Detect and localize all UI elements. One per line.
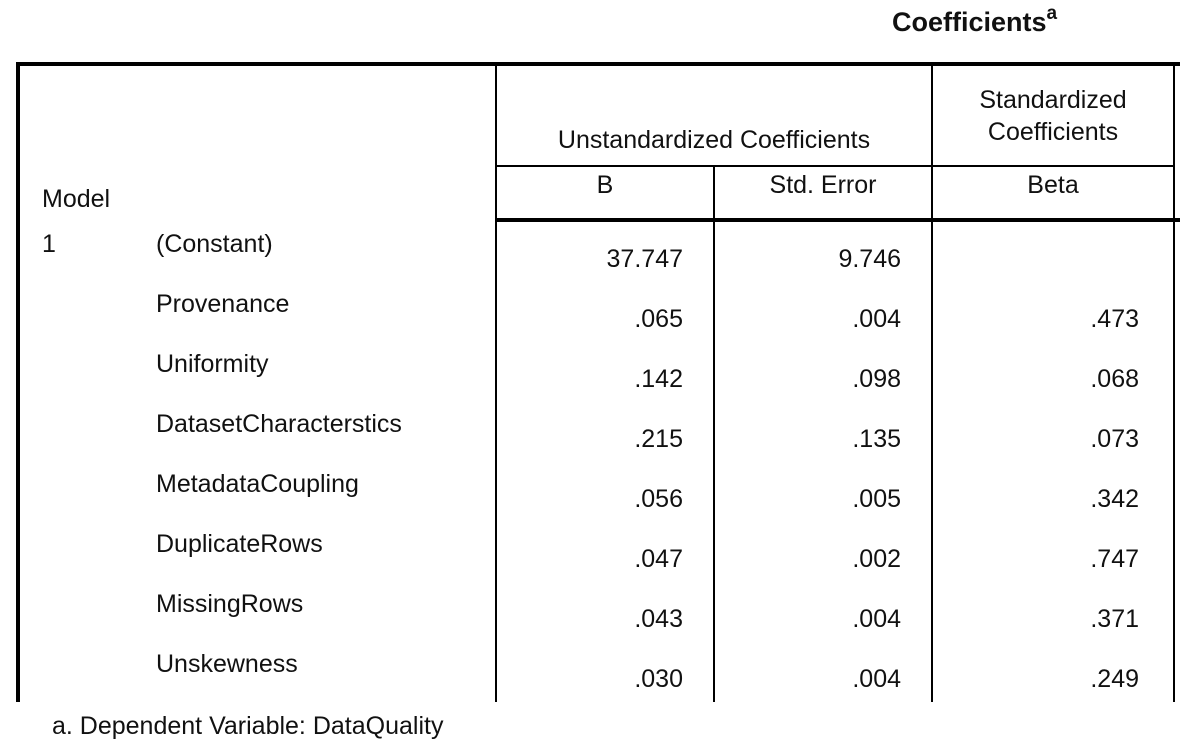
std-error-value-cell: .005: [714, 460, 932, 520]
standardized-header-line1: Standardized: [979, 85, 1127, 114]
header-blank-bottom: [1174, 166, 1180, 220]
model-header: [18, 64, 496, 220]
variable-name-cell: DatasetCharacterstics: [156, 400, 496, 460]
table-title-footnote-marker: a: [1046, 3, 1058, 24]
b-value-cell: .065: [496, 280, 714, 340]
coefficients-table-container: [16, 62, 1180, 702]
b-value-cell: .215: [496, 400, 714, 460]
beta-value-cell: [932, 700, 1174, 702]
variable-name-cell: Unskewness: [156, 640, 496, 700]
model-header-label: Model: [42, 185, 111, 213]
std-error-value-cell: [714, 700, 932, 702]
model-number-cell: [18, 400, 156, 460]
row-blank-cell: [1174, 580, 1180, 640]
unstandardized-header-label: Unstandardized Coefficients: [557, 126, 871, 154]
row-blank-cell: [1174, 400, 1180, 460]
table-title: [892, 2, 1057, 42]
beta-value-cell: .068: [932, 340, 1174, 400]
table-row: [18, 700, 1180, 702]
b-value-cell: .030: [496, 640, 714, 700]
beta-value-cell: .747: [932, 520, 1174, 580]
row-blank-cell: [1174, 340, 1180, 400]
std-error-value-cell: 9.746: [714, 220, 932, 280]
model-number-cell: [18, 460, 156, 520]
b-value-cell: .056: [496, 460, 714, 520]
std-error-value-cell: .098: [714, 340, 932, 400]
variable-name-cell: Provenance: [156, 280, 496, 340]
table-row: [18, 460, 1180, 520]
std-error-value-cell: .004: [714, 280, 932, 340]
beta-value-cell: .342: [932, 460, 1174, 520]
row-blank-cell: [1174, 280, 1180, 340]
row-blank-cell: [1174, 640, 1180, 700]
b-value-cell: .047: [496, 520, 714, 580]
std-error-value-cell: .004: [714, 580, 932, 640]
std-error-value-cell: .135: [714, 400, 932, 460]
table-row: [18, 400, 1180, 460]
table-row: [18, 580, 1180, 640]
b-value-cell: .142: [496, 340, 714, 400]
col-std-error-header: Std. Error: [714, 166, 932, 220]
variable-name-cell: MetadataCoupling: [156, 460, 496, 520]
variable-name-cell: DuplicateRows: [156, 520, 496, 580]
beta-value-cell: .073: [932, 400, 1174, 460]
variable-name-cell: MissingRows: [156, 580, 496, 640]
beta-value-cell: [932, 220, 1174, 280]
row-blank-cell: [1174, 520, 1180, 580]
header-blank-top: [1174, 64, 1180, 166]
table-row: [18, 520, 1180, 580]
col-beta-header: Beta: [932, 166, 1174, 220]
model-number-cell: [18, 280, 156, 340]
variable-name-cell: [156, 700, 496, 702]
header-row-top: [18, 64, 1180, 166]
table-row: [18, 340, 1180, 400]
row-blank-cell: [1174, 460, 1180, 520]
variable-name-cell: (Constant): [156, 220, 496, 280]
col-b-header: B: [496, 166, 714, 220]
variable-name-cell: Uniformity: [156, 340, 496, 400]
table-row: [18, 280, 1180, 340]
row-blank-cell: [1174, 700, 1180, 702]
footnote: a. Dependent Variable: DataQuality: [52, 712, 444, 740]
standardized-header-line2: Coefficients: [987, 117, 1119, 146]
b-value-cell: .043: [496, 580, 714, 640]
table-title-text: Coefficients: [892, 7, 1047, 37]
b-value-cell: 37.747: [496, 220, 714, 280]
coefficients-table: [16, 62, 1180, 702]
beta-value-cell: .371: [932, 580, 1174, 640]
b-value-cell: [496, 700, 714, 702]
model-number-cell: 1: [18, 220, 156, 280]
unstandardized-header: [496, 64, 932, 166]
standardized-header: [932, 64, 1174, 166]
beta-value-cell: .473: [932, 280, 1174, 340]
model-number-cell: [18, 700, 156, 702]
std-error-value-cell: .002: [714, 520, 932, 580]
model-number-cell: [18, 520, 156, 580]
table-row: [18, 640, 1180, 700]
row-blank-cell: [1174, 220, 1180, 280]
std-error-value-cell: .004: [714, 640, 932, 700]
model-number-cell: [18, 640, 156, 700]
table-row: [18, 220, 1180, 280]
beta-value-cell: .249: [932, 640, 1174, 700]
model-number-cell: [18, 340, 156, 400]
model-number-cell: [18, 580, 156, 640]
